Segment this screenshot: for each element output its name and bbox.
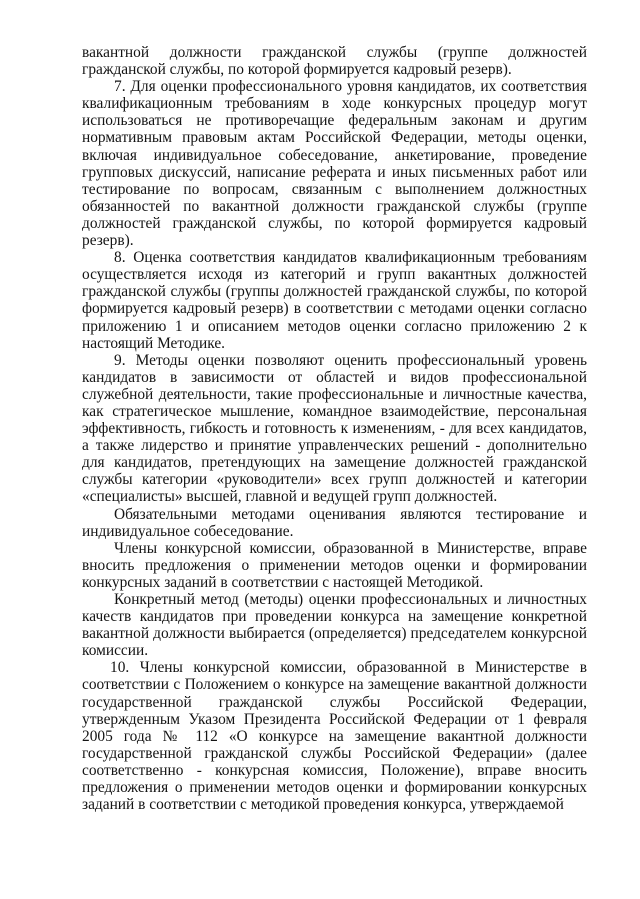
paragraph-8: 8. Оценка соответствия кандидатов квалификационным требованиям осуществляется исходя из категорий и групп вакантных должностей гражданской службы (группы должностей гражданской службы, по которой формируется кадровый резерв) в соответствии с методами оценки согласно приложению 1 и описанием методов оценки согласно приложению 2 к настоящий Методике. — [82, 249, 587, 352]
paragraph-commission-members: Члены конкурсной комиссии, образованной в Министерстве, вправе вносить предложения о применении методов оценки и формировании конкурсных заданий в соответствии с настоящей Методикой. — [82, 539, 587, 591]
paragraph-9: 9. Методы оценки позволяют оценить профессиональный уровень кандидатов в зависимости от областей и видов профессиональной служебной деятельности, такие профессиональные и личностные качества, как стратегическое мышление, командное взаимодействие, персональная эффективность, гибкость и готовность к изменениям, - для всех кандидатов, а также лидерство и принятие управленческих решений - дополнительно для кандидатов, претендующих на замещение должностей гражданской службы категории «руководители» всех групп должностей и категории «специалисты» высшей, главной и ведущей групп должностей. — [82, 351, 587, 506]
paragraph-7: 7. Для оценки профессионального уровня кандидатов, их соответствия квалификационным требованиям в ходе конкурсных процедур могут использоваться не противоречащие федеральным законам и другим нормативным правовым актам Российской Федерации, методы оценки, включая индивидуальное собеседование, анкетирование, проведение групповых дискуссий, написание реферата и иных письменных работ или тестирование по вопросам, связанным с выполнением должностных обязанностей по вакантной должности гражданской службы (группе должностей гражданской службы, по которой формируется кадровый резерв). — [82, 78, 587, 250]
paragraph-mandatory-methods: Обязательными методами оценивания являются тестирование и индивидуальное собеседование. — [82, 505, 587, 540]
paragraph-continuation: вакантной должности гражданской службы (группе должностей гражданской службы, по которой формируется кадровый резерв). — [82, 44, 587, 79]
document-body — [82, 44, 587, 813]
paragraph-specific-method: Конкретный метод (методы) оценки профессиональных и личностных качеств кандидатов при проведении конкурса на замещение конкретной вакантной должности выбирается (определяется) председателем конкурсной комиссии. — [82, 591, 587, 660]
paragraph-10: 10. Члены конкурсной комиссии, образованной в Министерстве в соответствии с Положением о конкурсе на замещение вакантной должности государственной гражданской службы Российской Федерации, утвержденным Указом Президента Российской Федерации от 1 февраля 2005 года № 112 «О конкурсе на замещение вакантной должности государственной гражданской службы Российской Федерации» (далее соответственно - конкурсная комиссия, Положение), вправе вносить предложения о применении методов оценки и формировании конкурсных заданий в соответствии с методикой проведения конкурса, утверждаемой — [82, 659, 587, 814]
